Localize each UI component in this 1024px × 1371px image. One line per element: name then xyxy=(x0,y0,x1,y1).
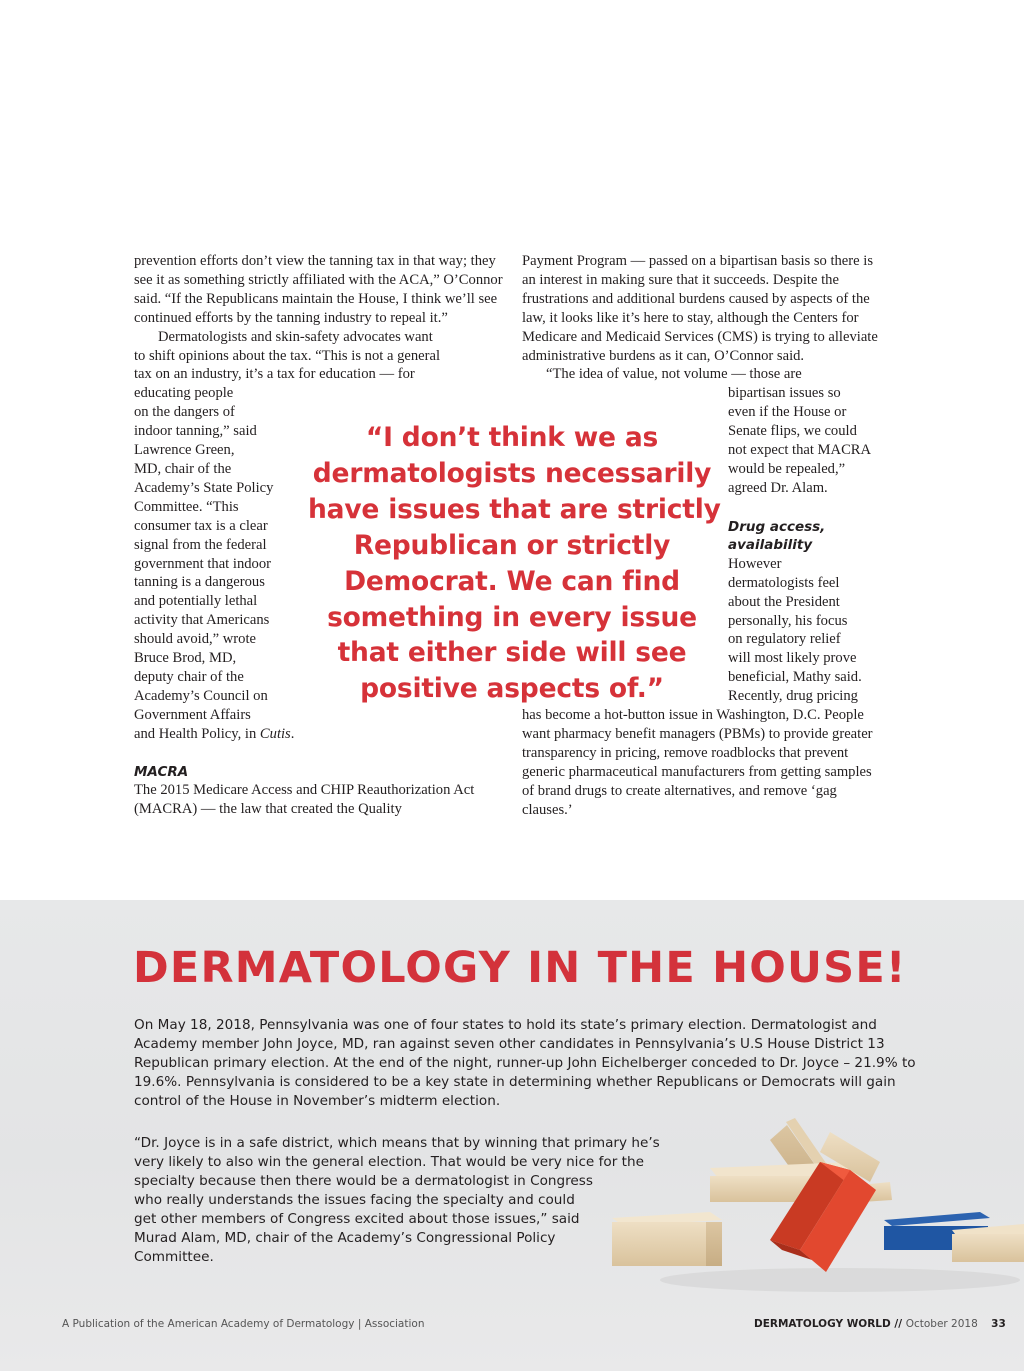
pull-quote-line: that either side will see xyxy=(337,637,687,669)
footer-date: October 2018 xyxy=(905,1318,978,1330)
text-line: Academy’s Council on xyxy=(134,687,268,704)
macra-heading: MACRA xyxy=(134,763,189,780)
text-line: Committee. “This xyxy=(134,498,239,515)
text-line: MD, chair of the xyxy=(134,460,232,477)
text-line: on regulatory relief xyxy=(728,631,841,648)
text-line: who really understands the issues facing the specialty and could xyxy=(134,1192,575,1208)
text-line: educating people xyxy=(134,385,234,402)
footer-publication: A Publication of the American Academy of Dermatology | Association xyxy=(62,1318,425,1330)
right-paragraph-2 xyxy=(522,384,892,497)
drug-access-heading: Drug access, availability xyxy=(728,518,826,554)
text-line: Academy’s State Policy xyxy=(134,479,274,496)
text-line: Dermatologists and skin-safety advocates want xyxy=(158,328,433,345)
pull-quote-line: Democrat. We can find xyxy=(344,565,680,597)
text-line: Committee. xyxy=(134,1249,214,1265)
text-line: bipartisan issues so xyxy=(728,385,841,402)
pull-quote-line: something in every issue xyxy=(327,601,697,633)
right-paragraph-1: Payment Program — passed on a bipartisan basis so there is an interest in making sure that it succeeds. Despite the frustrations and additional burdens caused by aspects of the law, it looks like it’s here to stay, although the Centers for Medicare and Medicaid Services (CMS) is trying to alleviate administrative burdens as it can, O’Connor said. xyxy=(522,253,878,364)
pull-quote-line: positive aspects of.” xyxy=(360,673,664,705)
macra-paragraph: The 2015 Medicare Access and CHIP Reauthorization Act (MACRA) — the law that created the Quality xyxy=(134,782,475,817)
drug-access-lines xyxy=(522,555,892,706)
text-line: tax on an industry, it’s a tax for education — for xyxy=(134,366,415,383)
text-line: get other members of Congress excited about those issues,” said xyxy=(134,1211,580,1227)
wood-block-far-right xyxy=(952,1224,1024,1262)
text-line: not expect that MACRA xyxy=(728,442,872,459)
footer-magazine-name: DERMATOLOGY WORLD xyxy=(754,1318,891,1330)
text-line: Recently, drug pricing xyxy=(728,688,858,705)
text-line: Government Affairs xyxy=(134,706,251,723)
text-line: will most likely prove xyxy=(728,650,857,667)
footer-separator: // xyxy=(890,1318,906,1330)
text-line: to shift opinions about the tax. “This is not a general xyxy=(134,347,441,364)
sidebar-paragraph-2 xyxy=(134,1134,694,1267)
footer-right xyxy=(754,1318,1006,1330)
pull-quote-line: dermatologists necessarily xyxy=(312,457,712,489)
drug-access-paragraph: has become a hot-button issue in Washington, D.C. People want pharmacy benefit managers (PBMs) to provide greater transparency in pricing, remove roadblocks that prevent generic pharmaceutical manufacturers from getting samples of brand drugs to create alternatives, and remove ‘gag clauses.’ xyxy=(522,707,873,818)
text-line: tanning is a dangerous xyxy=(134,574,265,591)
text-line: agreed Dr. Alam. xyxy=(728,479,828,496)
text-line: signal from the federal xyxy=(134,536,267,553)
text-line: consumer tax is a clear xyxy=(134,517,268,534)
cutis-prefix: and Health Policy, in xyxy=(134,725,260,742)
sidebar-headline: DERMATOLOGY IN THE HOUSE! xyxy=(133,943,907,993)
text-line: dermatologists feel xyxy=(728,574,840,591)
right-column xyxy=(522,252,892,819)
text-line: personally, his focus xyxy=(728,612,848,629)
right-paragraph-2-first-line: “The idea of value, not volume — those are xyxy=(546,366,802,383)
page-number: 33 xyxy=(991,1318,1006,1330)
left-paragraph-1: prevention efforts don’t view the tanning tax in that way; they see it as something strictly affiliated with the ACA,” O’Connor said. “If the Republicans maintain the House, I think we’ll see continued efforts by the tanning industry to repeal it.” xyxy=(134,253,503,326)
text-line: about the President xyxy=(728,593,840,610)
cutis-suffix: . xyxy=(290,725,295,742)
text-line: indoor tanning,” said xyxy=(134,423,257,440)
text-line: activity that Americans xyxy=(134,612,270,629)
cutis-journal: Cutis xyxy=(259,725,291,742)
text-line: Bruce Brod, MD, xyxy=(134,650,237,667)
text-line: and potentially lethal xyxy=(134,593,258,610)
text-line: specialty because then there would be a dermatologist in Congress xyxy=(134,1173,593,1189)
text-line: “Dr. Joyce is in a safe district, which means that by winning that primary he’s xyxy=(134,1135,660,1151)
text-line: deputy chair of the xyxy=(134,668,244,685)
sidebar-paragraph-1: On May 18, 2018, Pennsylvania was one of four states to hold its state’s primary election. Dermatologist and Academy member John Joyce, MD, ran against seven other candidates in Pennsylvania’s U.S House District 13 Republican primary election. At the end of the night, runner-up John Eichelberger conceded to Dr. Joyce – 21.9% to 19.6%. Pennsylvania is considered to be a key state in determining whether Republicans or Democrats will gain control of the House in November’s midterm election. xyxy=(134,1017,916,1109)
text-line: Lawrence Green, xyxy=(134,442,235,459)
pull-quote-line: “I don’t think we as xyxy=(365,422,659,453)
text-line: However xyxy=(728,555,782,572)
pull-quote-line: Republican or strictly xyxy=(353,529,671,561)
text-line: government that indoor xyxy=(134,555,271,572)
text-line: on the dangers of xyxy=(134,404,235,421)
text-line: Murad Alam, MD, chair of the Academy’s Congressional Policy xyxy=(134,1230,556,1246)
text-line: very likely to also win the general election. That would be very nice for the xyxy=(134,1154,644,1170)
text-line: beneficial, Mathy said. xyxy=(728,669,862,686)
text-line: would be repealed,” xyxy=(728,460,846,477)
text-line: Senate flips, we could xyxy=(728,423,857,440)
text-line: should avoid,” wrote xyxy=(134,631,256,648)
left-paragraph-2-last-line xyxy=(134,725,506,744)
text-line: even if the House or xyxy=(728,404,847,421)
pull-quote-line: have issues that are strictly xyxy=(308,493,721,525)
